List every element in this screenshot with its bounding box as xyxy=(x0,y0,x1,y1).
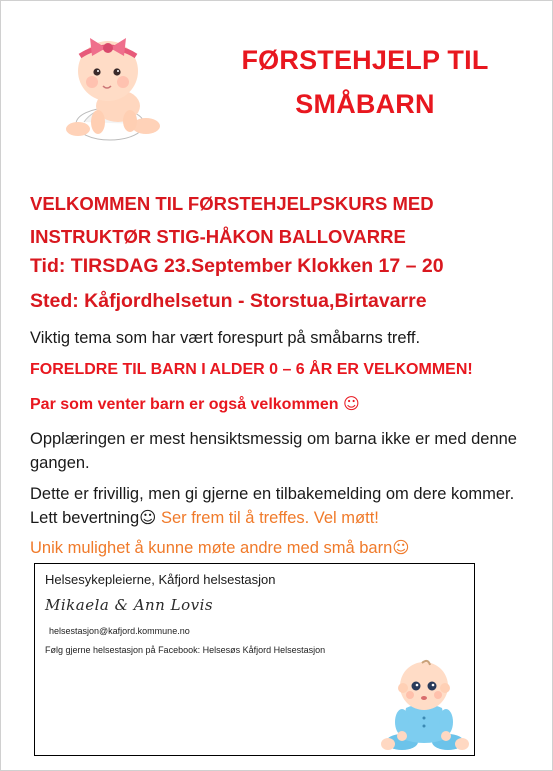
smiley-icon: ☺ xyxy=(139,508,157,527)
unique-opportunity xyxy=(30,538,409,558)
contact-facebook: Følg gjerne helsestasjon på Facebook: Helsesøs Kåfjord Helsestasjon xyxy=(45,645,326,655)
parents-welcome: FORELDRE TIL BARN I ALDER 0 – 6 ÅR ER VELKOMMEN! xyxy=(30,361,473,378)
contact-organization: Helsesykepleierne, Kåfjord helsestasjon xyxy=(45,572,276,587)
topic-text: Viktig tema som har vært forespurt på småbarns treff. xyxy=(30,329,421,347)
voluntary-note xyxy=(30,482,530,530)
smiley-icon: ☺ xyxy=(392,538,410,557)
expecting-welcome xyxy=(30,394,360,414)
expecting-text: Par som venter barn er også velkommen xyxy=(30,396,339,413)
contact-box xyxy=(34,563,475,756)
page-title xyxy=(200,38,530,126)
voluntary-highlight: Ser frem til å treffes. Vel møtt! xyxy=(156,509,379,527)
contact-signature: Mikaela & Ann Lovis xyxy=(45,596,214,614)
welcome-line-1: VELKOMMEN TIL FØRSTEHJELPSKURS MED xyxy=(30,193,434,214)
training-note: Opplæringen er mest hensiktsmessig om barna ikke er med denne gangen. xyxy=(30,430,517,472)
unique-text: Unik mulighet å kunne møte andre med små barn xyxy=(30,539,393,557)
baby-girl-illustration xyxy=(48,26,180,146)
event-place: Sted: Kåfjordhelsetun - Storstua,Birtavarre xyxy=(30,290,427,312)
title-line-2: SMÅBARN xyxy=(295,89,435,119)
baby-boy-illustration xyxy=(378,656,470,754)
welcome-heading xyxy=(30,187,434,253)
welcome-line-2: INSTRUKTØR STIG-HÅKON BALLOVARRE xyxy=(30,226,406,247)
smiley-icon: ☺ xyxy=(343,394,360,413)
contact-email[interactable]: helsestasjon@kafjord.kommune.no xyxy=(49,626,190,636)
event-time: Tid: TIRSDAG 23.September Klokken 17 – 20 xyxy=(30,255,444,277)
voluntary-text: Dette er frivillig, men gi gjerne en tilbakemelding om dere kommer. Lett bevertning xyxy=(30,485,515,527)
title-line-1: FØRSTEHJELP TIL xyxy=(241,45,489,75)
